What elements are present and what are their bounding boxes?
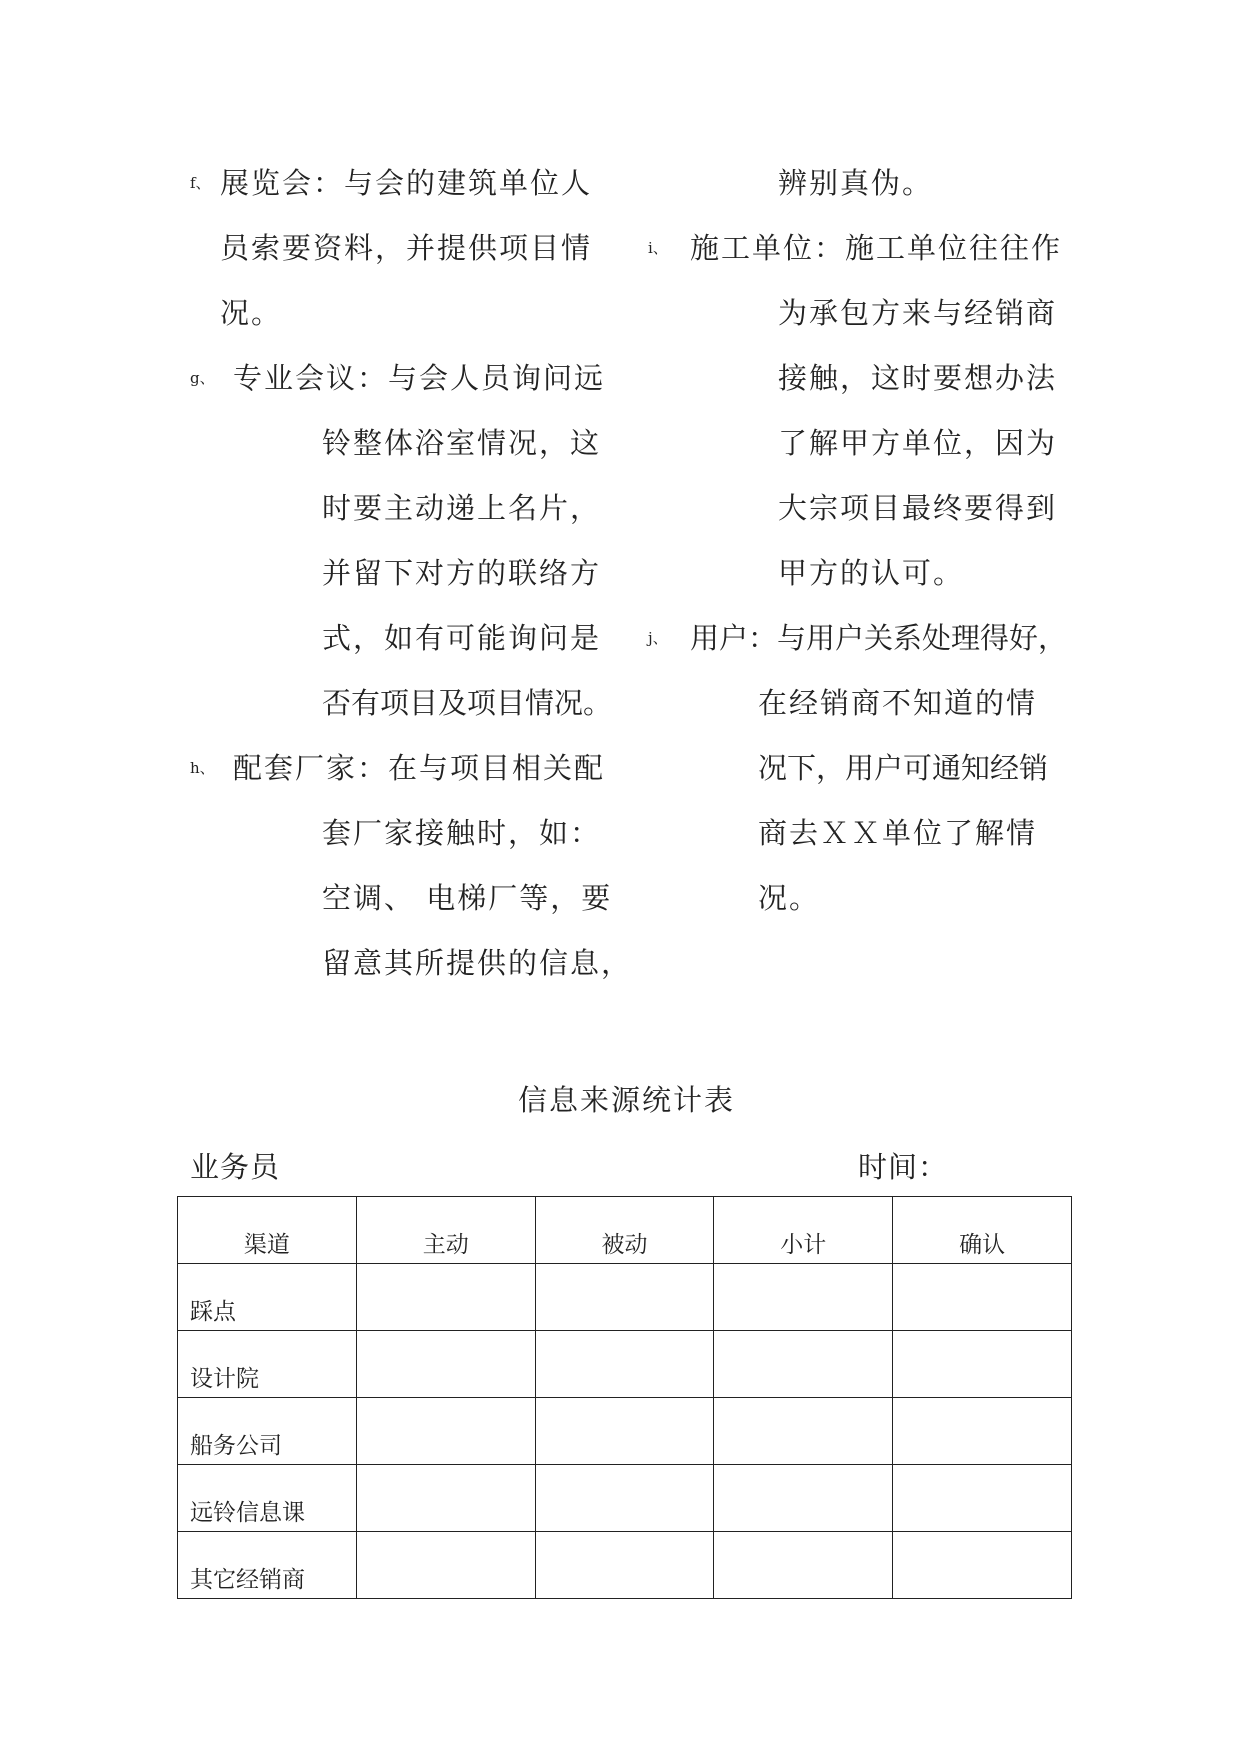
table-row bbox=[178, 1532, 1072, 1599]
item-h-line-3: 空调、 电梯厂等，要 bbox=[322, 881, 613, 915]
header-confirm: 确认 bbox=[893, 1197, 1072, 1264]
item-i-line-2: 为承包方来与经销商 bbox=[778, 296, 1058, 330]
subtotal-cell[interactable] bbox=[714, 1532, 893, 1599]
item-i-line-5: 大宗项目最终要得到 bbox=[778, 491, 1058, 525]
row-channel-cell: 踩点 bbox=[178, 1264, 357, 1331]
cont-line-1: 辨别真伪。 bbox=[778, 166, 934, 200]
confirm-cell[interactable] bbox=[893, 1331, 1072, 1398]
item-marker-i: i、 bbox=[648, 239, 668, 257]
time-label: 时间： bbox=[858, 1150, 949, 1184]
item-i-line-4: 了解甲方单位，因为 bbox=[778, 426, 1058, 460]
table-row bbox=[178, 1465, 1072, 1532]
item-marker-j: j、 bbox=[648, 629, 668, 647]
active-cell[interactable] bbox=[356, 1331, 535, 1398]
row-channel-cell: 远铃信息课 bbox=[178, 1465, 357, 1532]
confirm-cell[interactable] bbox=[893, 1465, 1072, 1532]
row-channel-cell: 设计院 bbox=[178, 1331, 357, 1398]
subtotal-cell[interactable] bbox=[714, 1465, 893, 1532]
passive-cell[interactable] bbox=[535, 1465, 714, 1532]
table-header-row bbox=[178, 1197, 1072, 1264]
item-g-line-2: 铃整体浴室情况，这 bbox=[322, 426, 602, 460]
item-g-line-4: 并留下对方的联络方 bbox=[322, 556, 602, 590]
info-source-table bbox=[177, 1196, 1072, 1599]
confirm-cell[interactable] bbox=[893, 1398, 1072, 1465]
passive-cell[interactable] bbox=[535, 1398, 714, 1465]
passive-cell[interactable] bbox=[535, 1331, 714, 1398]
subtotal-cell[interactable] bbox=[714, 1398, 893, 1465]
header-passive: 被动 bbox=[535, 1197, 714, 1264]
item-g-line-3: 时要主动递上名片， bbox=[322, 491, 602, 525]
subtotal-cell[interactable] bbox=[714, 1331, 893, 1398]
item-f-line-2: 员索要资料，并提供项目情 bbox=[220, 231, 593, 265]
active-cell[interactable] bbox=[356, 1264, 535, 1331]
header-subtotal: 小计 bbox=[714, 1197, 893, 1264]
item-h-line-4: 留意其所提供的信息， bbox=[322, 946, 633, 980]
item-j-line-5: 况。 bbox=[758, 881, 821, 915]
item-marker-h: h、 bbox=[190, 759, 215, 777]
item-j-line-2: 在经销商不知道的情 bbox=[758, 686, 1038, 720]
item-g-line-6: 否有项目及项目情况。 bbox=[322, 686, 613, 720]
table-row bbox=[178, 1398, 1072, 1465]
item-marker-f: f、 bbox=[190, 174, 211, 192]
item-g-line-5: 式，如有可能询问是 bbox=[322, 621, 602, 655]
item-h-line-2: 套厂家接触时，如： bbox=[322, 816, 602, 850]
active-cell[interactable] bbox=[356, 1532, 535, 1599]
item-h-line-1: 配套厂家：在与项目相关配 bbox=[233, 751, 606, 785]
active-cell[interactable] bbox=[356, 1398, 535, 1465]
item-marker-g: g、 bbox=[190, 369, 215, 387]
item-j-line-1: 用户：与用户关系处理得好， bbox=[690, 621, 1068, 655]
header-active: 主动 bbox=[356, 1197, 535, 1264]
item-g-line-1: 专业会议：与会人员询问远 bbox=[233, 361, 606, 395]
subtotal-cell[interactable] bbox=[714, 1264, 893, 1331]
item-f-line-3: 况。 bbox=[220, 296, 283, 330]
header-channel: 渠道 bbox=[178, 1197, 357, 1264]
passive-cell[interactable] bbox=[535, 1264, 714, 1331]
active-cell[interactable] bbox=[356, 1465, 535, 1532]
confirm-cell[interactable] bbox=[893, 1264, 1072, 1331]
passive-cell[interactable] bbox=[535, 1532, 714, 1599]
item-f-line-1: 展览会：与会的建筑单位人 bbox=[220, 166, 593, 200]
table-title: 信息来源统计表 bbox=[518, 1083, 736, 1117]
row-channel-cell: 其它经销商 bbox=[178, 1532, 357, 1599]
table-row bbox=[178, 1331, 1072, 1398]
item-i-line-1: 施工单位：施工单位往往作 bbox=[690, 231, 1063, 265]
item-j-line-4: 商去ＸＸ单位了解情 bbox=[758, 816, 1038, 850]
item-i-line-6: 甲方的认可。 bbox=[778, 556, 965, 590]
item-j-line-3: 况下，用户可通知经销 bbox=[758, 751, 1049, 785]
confirm-cell[interactable] bbox=[893, 1532, 1072, 1599]
table-row bbox=[178, 1264, 1072, 1331]
row-channel-cell: 船务公司 bbox=[178, 1398, 357, 1465]
salesperson-label: 业务员 bbox=[190, 1150, 281, 1184]
item-i-line-3: 接触，这时要想办法 bbox=[778, 361, 1058, 395]
